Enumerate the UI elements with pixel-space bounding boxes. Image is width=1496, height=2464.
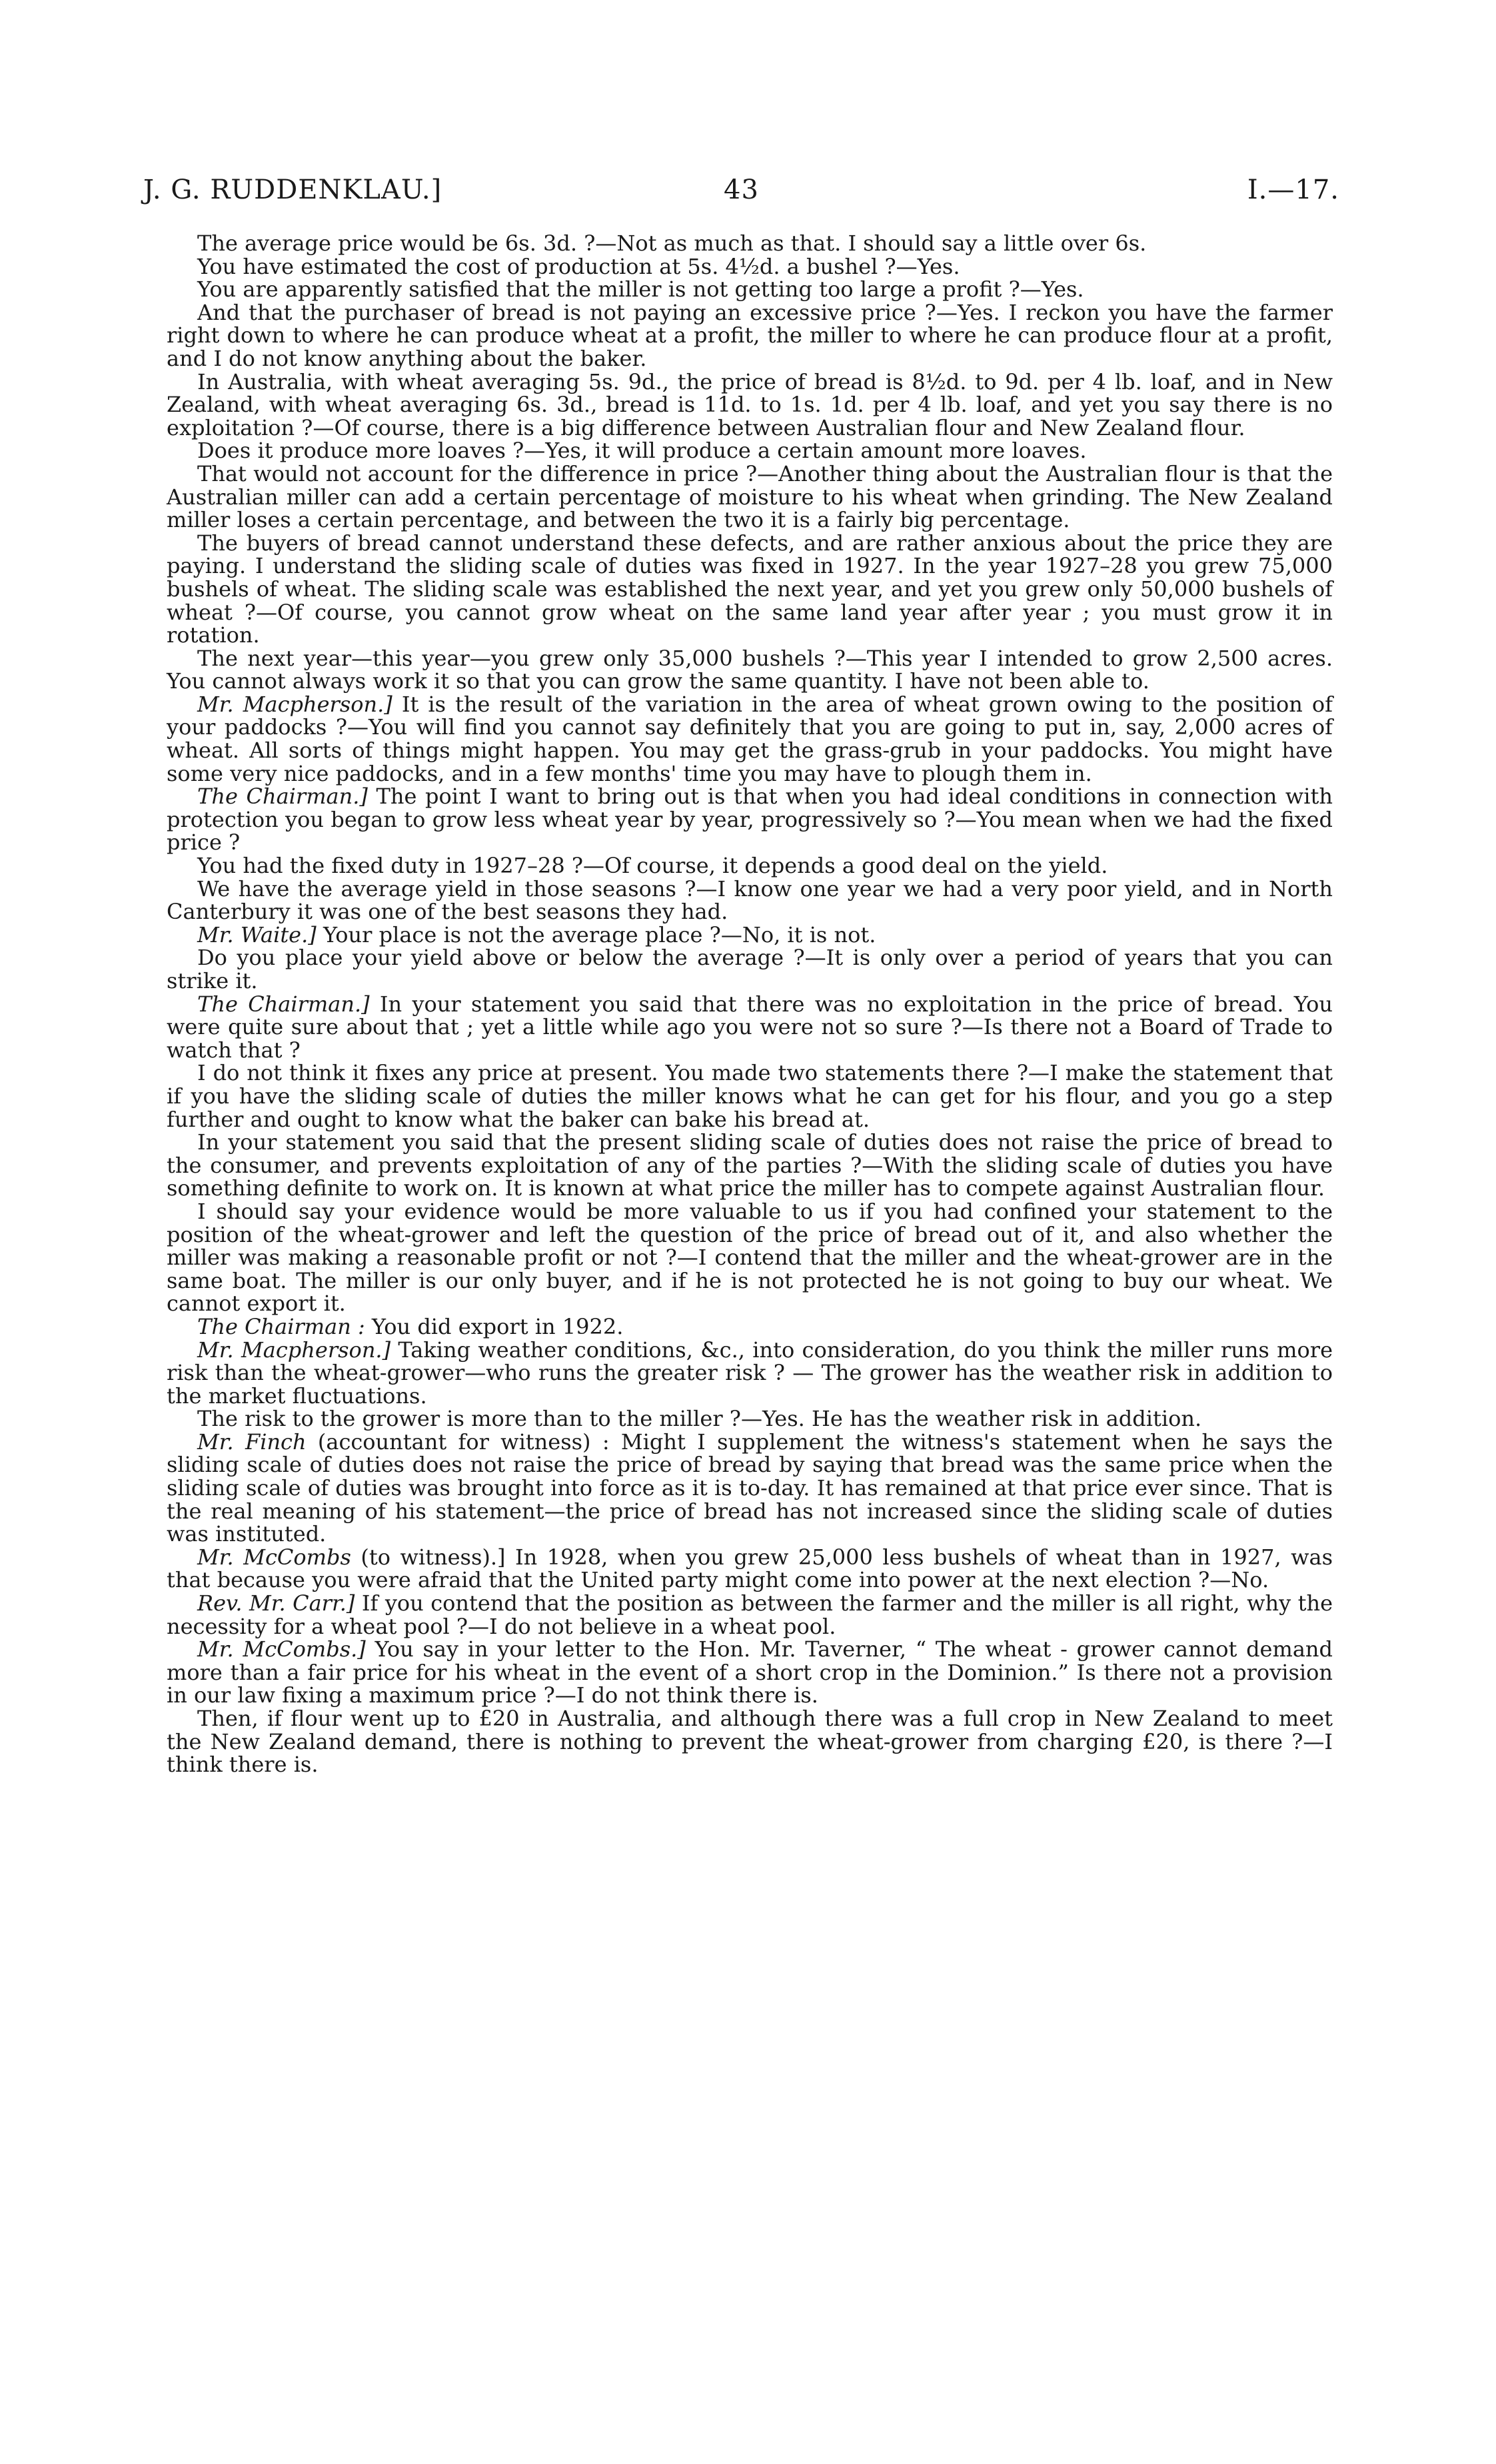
paragraph [167, 647, 1333, 693]
paragraph [167, 255, 1333, 279]
paragraph [167, 946, 1333, 992]
paragraph [167, 532, 1333, 647]
paragraph [167, 1061, 1333, 1131]
paragraph [167, 1638, 1333, 1707]
paragraph-text: The average price would be 6s. 3d. ?—Not as much as that. I should say a little over 6s. [197, 231, 1147, 256]
paragraph-text: You say in your letter to the Hon. Mr. Taverner, “ The wheat - grower cannot demand more than a fair price for his wheat in the event of a short crop in the Dominion.” Is there not a provision in our law fixing a maximum price ?—I do not think there is. [167, 1636, 1333, 1708]
paragraph [167, 370, 1333, 440]
paragraph-text: If you contend that the position as between the farmer and the miller is all right, why the necessity for a wheat pool ?—I do not believe in a wheat pool. [167, 1590, 1333, 1639]
speaker-name: Rev. Mr. Carr.] [197, 1590, 355, 1616]
paragraph [167, 1339, 1333, 1408]
paragraph-text: Then, if flour went up to £20 in Australia, and although there was a full crop in New Zealand to meet the New Zealand demand, there is nothing to prevent the wheat-grower from charging £20, is there ?—I think there is. [167, 1706, 1333, 1778]
paragraph-text: The next year—this year—you grew only 35,000 bushels ?—This year I intended to grow 2,500 acres. You cannot always work it so that you can grow the same quantity. I have not been able to. [167, 645, 1333, 694]
speaker-name: Mr. McCombs.] [197, 1636, 366, 1662]
paragraph-text: It is the result of the variation in the area of wheat grown owing to the position of your paddocks ?—You will find you cannot say definitely that you are going to put in, say, 2,000 acres of wheat. All sorts of things might happen. You may get the grass-grub in your paddocks. You might have some very nice paddocks, and in a few months' time you may have to plough them in. [167, 691, 1333, 786]
paragraph-text: The buyers of bread cannot understand these defects, and are rather anxious about the price they are paying. I understand the sliding scale of duties was fixed in 1927. In the year 1927–28 you grew 75,000 bushels of wheat. The sliding scale was established the next year, and yet you grew only 50,000 bushels of wheat ?—Of course, you cannot grow wheat on the same land year after year ; you must grow it in rotation. [167, 530, 1333, 648]
page-number: 43 [724, 175, 759, 205]
paragraph [167, 878, 1333, 924]
speaker-name: The Chairman.] [197, 784, 368, 810]
speaker-name: Mr. Waite.] [197, 922, 317, 947]
paragraph [167, 1200, 1333, 1315]
paragraph [167, 1315, 1333, 1339]
paragraph [167, 278, 1333, 301]
paragraph [167, 924, 1333, 947]
paragraph-text: That would not account for the difference in price ?—Another thing about the Australian flour is that the Australian miller can add a certain percentage of moisture to his wheat when grinding. The New Zealand miller loses a certain percentage, and between the two it is a fairly big percentage. [167, 460, 1333, 533]
paragraph [167, 1431, 1333, 1546]
page-header [143, 175, 1339, 215]
header-witness-name: J. G. RUDDENKLAU.] [143, 175, 442, 205]
speaker-name: Mr. Macpherson.] [197, 1337, 391, 1363]
document-body [167, 232, 1333, 1776]
paragraph-text: Your place is not the average place ?—No, it is not. [316, 922, 876, 947]
paragraph-text: We have the average yield in those seasons ?—I know one year we had a very poor yield, and in North Canterbury it was one of the best seasons they had. [167, 876, 1333, 925]
paragraph-text: I do not think it fixes any price at present. You made two statements there ?—I make the statement that if you have the sliding scale of duties the miller knows what he can get for his flour, and you go a step further and ought to know what the baker can bake his bread at. [167, 1060, 1333, 1132]
paragraph-text: In your statement you said that the present sliding scale of duties does not raise the price of bread to the consumer, and prevents exploitation of any of the parties ?—With the sliding scale of duties you have something definite to work on. It is known at what price the miller has to compete against Australian flour. [167, 1129, 1333, 1201]
speaker-name: The Chairman.] [197, 991, 370, 1017]
speaker-name: Mr. Macpherson.] [197, 691, 392, 717]
paragraph-text: The risk to the grower is more than to the miller ?—Yes. He has the weather risk in addition. [197, 1406, 1202, 1432]
paragraph [167, 1546, 1333, 1592]
paragraph-text: Taking weather conditions, &c., into consideration, do you think the miller runs more risk than the wheat-grower—who runs the greater risk ? — The grower has the weather risk in addition to the market fluctuations. [167, 1337, 1333, 1409]
paragraph-text: In your statement you said that there was no exploitation in the price of bread. You were quite sure about that ; yet a little while ago you were not so sure ?—Is there not a Board of Trade to watch that ? [167, 991, 1333, 1063]
paragraph [167, 693, 1333, 785]
paragraph [167, 439, 1333, 462]
paragraph-text: You did export in 1922. [365, 1313, 624, 1339]
paragraph-text: (to witness).] In 1928, when you grew 25,000 less bushels of wheat than in 1927, was that because you were afraid that the United party might come into power at the next election ?—No. [167, 1544, 1333, 1593]
paragraph [167, 301, 1333, 370]
speaker-name: Mr. McCombs [197, 1544, 351, 1570]
paragraph [167, 1131, 1333, 1200]
paragraph-text: You are apparently satisfied that the miller is not getting too large a profit ?—Yes. [197, 277, 1084, 303]
paragraph [167, 1407, 1333, 1431]
document-reference: I.—17. [1247, 175, 1339, 205]
paragraph [167, 993, 1333, 1062]
paragraph-text: You have estimated the cost of production at 5s. 4½d. a bushel ?—Yes. [197, 253, 960, 279]
paragraph-text: Do you place your yield above or below the average ?—It is only over a period of years that you can strike it. [167, 945, 1333, 993]
paragraph-text: (accountant for witness) : Might I supplement the witness's statement when he says the sliding scale of duties does not raise the price of bread by saying that bread was the same price when the sliding scale of duties was brought into force as it is to-day. It has remained at that price ever since. That is the real meaning of his statement—the price of bread has not increased since the sliding scale of duties was instituted. [167, 1429, 1333, 1547]
paragraph [167, 462, 1333, 532]
paragraph-text: You had the fixed duty in 1927–28 ?—Of course, it depends a good deal on the yield. [197, 853, 1108, 879]
paragraph-text: And that the purchaser of bread is not paying an excessive price ?—Yes. I reckon you have the farmer right down to where he can produce wheat at a profit, the miller to where he can produce flour at a profit, and I do not know anything about the baker. [167, 299, 1333, 371]
paragraph [167, 785, 1333, 854]
paragraph-text: I should say your evidence would be more valuable to us if you had confined your statement to the position of the wheat-grower and left the question of the price of bread out of it, and also whether the miller was making a reasonable profit or not ?—I contend that the miller and the wheat-grower are in the same boat. The miller is our only buyer, and if he is not protected he is not going to buy our wheat. We cannot export it. [167, 1198, 1333, 1317]
speaker-name: Mr. Finch [197, 1429, 307, 1455]
speaker-name: The Chairman : [197, 1313, 365, 1339]
paragraph [167, 232, 1333, 255]
paragraph [167, 854, 1333, 878]
paragraph-text: Does it produce more loaves ?—Yes, it will produce a certain amount more loaves. [197, 438, 1087, 464]
paragraph [167, 1707, 1333, 1776]
paragraph-text: In Australia, with wheat averaging 5s. 9d., the price of bread is 8½d. to 9d. per 4 lb. loaf, and in New Zealand, with wheat averaging 6s. 3d., bread is 11d. to 1s. 1d. per 4 lb. loaf, and yet you say there is no exploitation ?—Of course, there is a big difference between Australian flour and New Zealand flour. [167, 368, 1333, 440]
paragraph-text: The point I want to bring out is that when you had ideal conditions in connection with protection you began to grow less wheat year by year, progressively so ?—You mean when we had the fixed price ? [167, 784, 1333, 856]
paragraph [167, 1592, 1333, 1638]
